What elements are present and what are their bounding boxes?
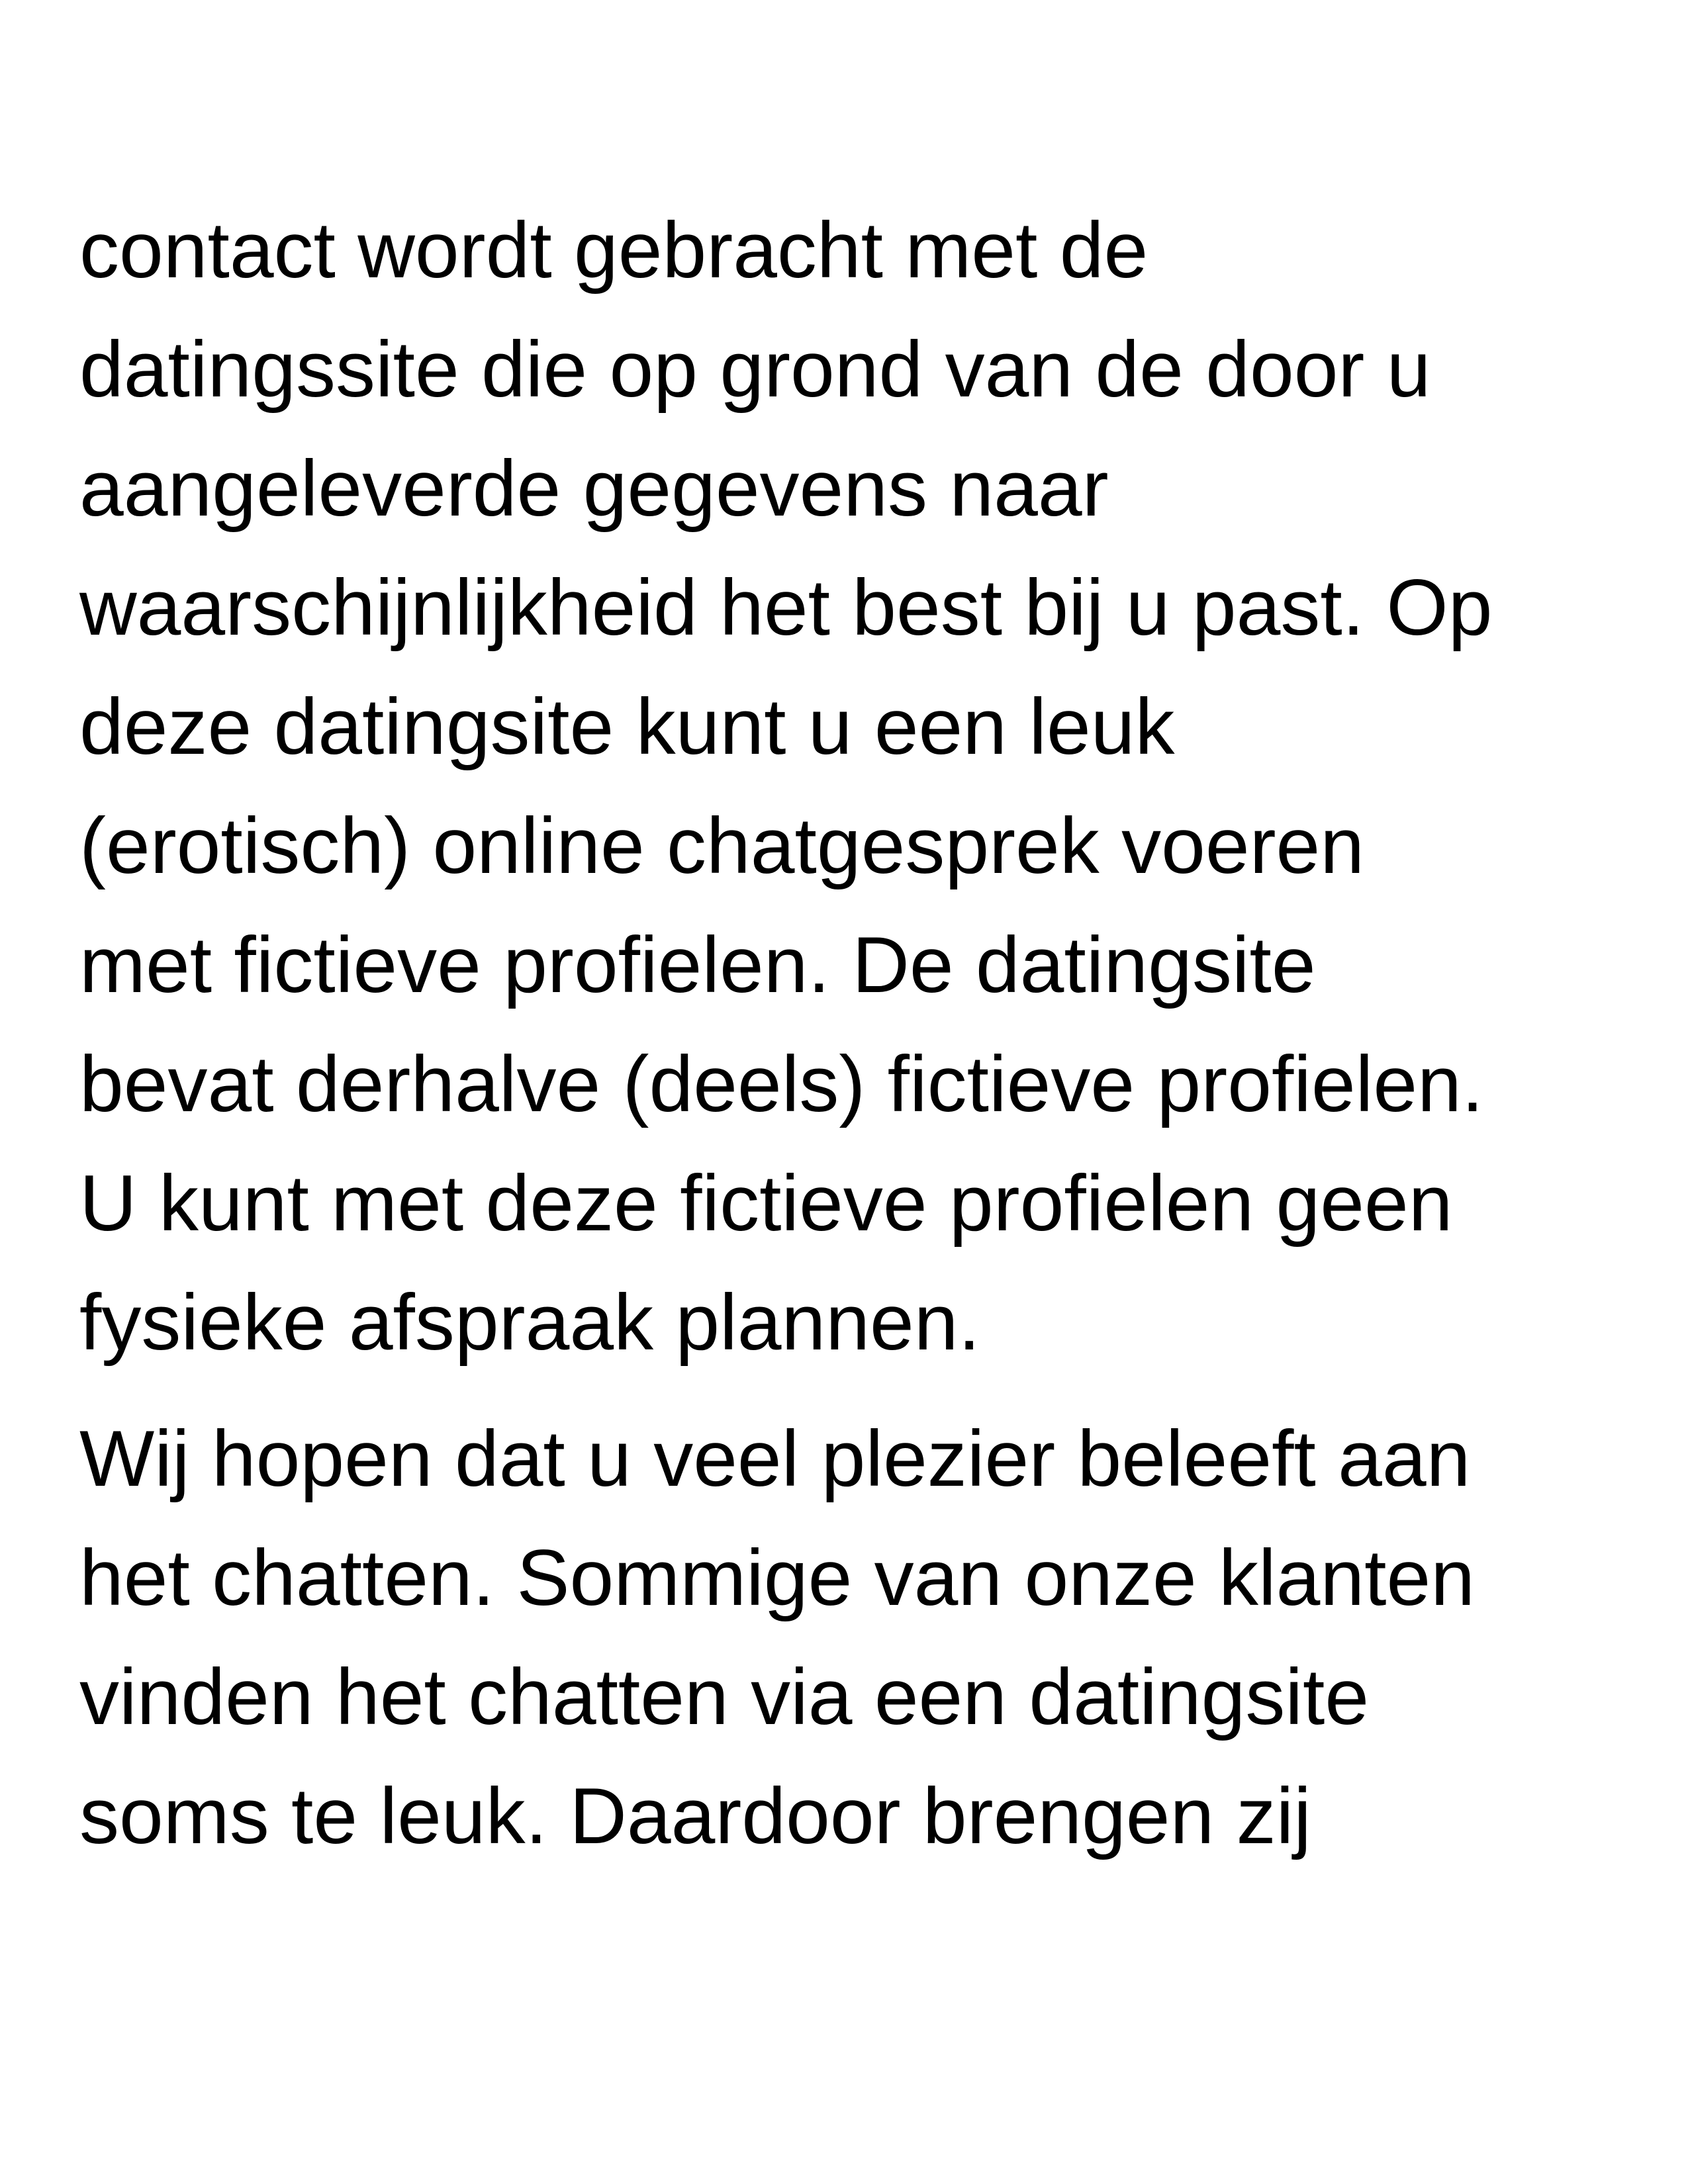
text-line: datingssite die op grond van de door u xyxy=(79,325,1431,414)
text-line: het chatten. Sommige van onze klanten xyxy=(79,1533,1475,1622)
text-line: met fictieve profielen. De datingsite xyxy=(79,921,1316,1009)
text-line: soms te leuk. Daardoor brengen zij xyxy=(79,1772,1311,1860)
text-line: fysieke afspraak plannen. xyxy=(79,1278,980,1367)
text-line: contact wordt gebracht met de xyxy=(79,206,1149,295)
text-line: (erotisch) online chatgesprek voeren xyxy=(79,801,1365,890)
text-line: waarschijnlijkheid het best bij u past. Op xyxy=(79,563,1493,652)
text-line: bevat derhalve (deels) fictieve profielen. xyxy=(79,1040,1484,1128)
text-line: deze datingsite kunt u een leuk xyxy=(79,682,1175,771)
text-line: aangeleverde gegevens naar xyxy=(79,444,1109,533)
paragraph-2 xyxy=(79,1399,1628,1876)
paragraph-1 xyxy=(79,191,1628,1382)
text-line: Wij hopen dat u veel plezier beleeft aan xyxy=(79,1414,1471,1503)
text-line: vinden het chatten via een datingsite xyxy=(79,1653,1370,1741)
text-line: U kunt met deze fictieve profielen geen xyxy=(79,1159,1453,1248)
